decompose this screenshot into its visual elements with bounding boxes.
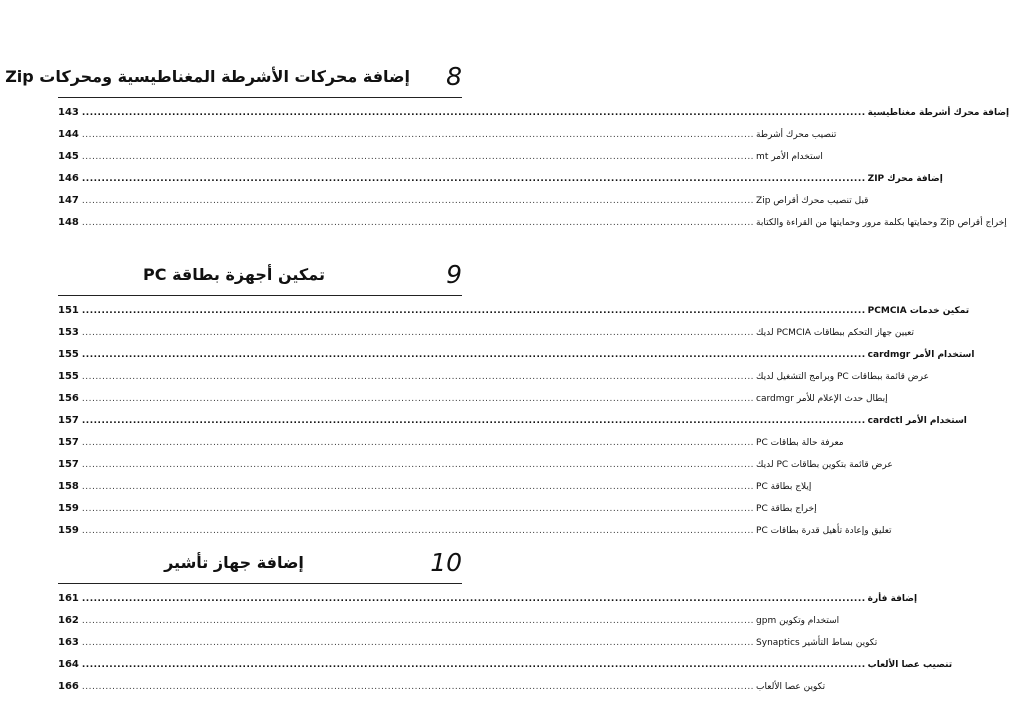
entry-title: تنصيب عصا الألعاب xyxy=(867,660,953,670)
dot-leader: ........................................................................................................................................................................................................ xyxy=(81,394,755,404)
entry-title: إبطال حدث الإعلام للأمر cardmgr xyxy=(756,394,888,404)
chapter-divider xyxy=(58,97,462,98)
dot-leader: ........................................................................................................................................................................................................ xyxy=(81,438,755,448)
page-number: 157 xyxy=(58,415,79,426)
dot-leader: ........................................................................................................................................................................................................ xyxy=(81,306,866,316)
toc-entry-sub xyxy=(58,476,812,498)
chapter-title: إضافة محركات الأشرطة المغناطيسية ومحركات Zip xyxy=(5,67,410,86)
entry-title: تعيين جهاز التحكم ببطاقات PCMCIA لديك xyxy=(756,328,915,338)
dot-leader: ........................................................................................................................................................................................................ xyxy=(81,638,755,648)
entry-title: تنصيب محرك أشرطة xyxy=(756,130,837,140)
toc-entry-sub xyxy=(58,366,929,388)
toc-entry-main xyxy=(58,588,918,610)
page-number: 151 xyxy=(58,305,79,316)
page-number: 157 xyxy=(58,459,79,470)
toc-entry-sub xyxy=(58,520,892,542)
toc-entry-sub xyxy=(58,676,826,698)
toc-entry-sub xyxy=(58,432,844,454)
chapter-section xyxy=(5,62,1010,234)
toc-entry-sub xyxy=(58,498,817,520)
toc-entry-main xyxy=(58,300,970,322)
dot-leader: ........................................................................................................................................................................................................ xyxy=(81,616,755,626)
entry-title: قبل تنصيب محرك أقراص Zip xyxy=(756,196,869,206)
chapter-number: 9 xyxy=(446,260,462,289)
dot-leader: ........................................................................................................................................................................................................ xyxy=(81,460,755,470)
entry-title: إضافة محرك أشرطة مغناطيسية xyxy=(867,108,1010,118)
page-number: 166 xyxy=(58,681,79,692)
page-number: 146 xyxy=(58,173,79,184)
page-number: 144 xyxy=(58,129,79,140)
dot-leader: ........................................................................................................................................................................................................ xyxy=(81,130,755,140)
toc-entry-sub xyxy=(58,388,888,410)
page-number: 161 xyxy=(58,593,79,604)
entry-title: تمكين خدمات PCMCIA xyxy=(867,306,970,316)
page-number: 156 xyxy=(58,393,79,404)
entry-title: إخراج أقراص Zip وحمايتها بكلمة مرور وحمايتها من القراءة والكتابة xyxy=(756,218,1007,228)
page-number: 157 xyxy=(58,437,79,448)
page-number: 159 xyxy=(58,525,79,536)
entry-title: إيلاج بطاقة PC xyxy=(756,482,812,492)
dot-leader: ........................................................................................................................................................................................................ xyxy=(81,682,755,692)
toc-entry-main xyxy=(58,654,953,676)
page-number: 164 xyxy=(58,659,79,670)
chapter-title: إضافة جهاز تأشير xyxy=(164,553,304,572)
chapter-heading xyxy=(58,548,462,578)
entry-title: إخراج بطاقة PC xyxy=(756,504,817,514)
dot-leader: ........................................................................................................................................................................................................ xyxy=(81,416,866,426)
entry-title: استخدام وتكوين gpm xyxy=(756,616,840,626)
entry-title: استخدام الأمر cardmgr xyxy=(867,350,975,360)
entry-title: عرض قائمة بتكوين بطاقات PC لديك xyxy=(756,460,893,470)
dot-leader: ........................................................................................................................................................................................................ xyxy=(81,594,866,604)
entry-title: استخدام الأمر mt xyxy=(756,152,823,162)
dot-leader: ........................................................................................................................................................................................................ xyxy=(81,526,755,536)
page-number: 155 xyxy=(58,371,79,382)
chapter-heading xyxy=(58,260,462,290)
dot-leader: ........................................................................................................................................................................................................ xyxy=(81,328,755,338)
toc-entry-sub xyxy=(58,610,840,632)
toc-entry-sub xyxy=(58,632,878,654)
toc-entry-main xyxy=(58,168,943,190)
toc-entry-sub xyxy=(58,322,915,344)
dot-leader: ........................................................................................................................................................................................................ xyxy=(81,174,866,184)
entry-title: تعليق وإعادة تأهيل قدرة بطاقات PC xyxy=(756,526,892,536)
chapter-divider xyxy=(58,583,462,584)
toc-entry-main xyxy=(58,410,967,432)
dot-leader: ........................................................................................................................................................................................................ xyxy=(81,108,866,118)
chapter-number: 8 xyxy=(446,62,462,91)
page-number: 153 xyxy=(58,327,79,338)
page-number: 159 xyxy=(58,503,79,514)
entry-title: استخدام الأمر cardctl xyxy=(867,416,967,426)
entry-title: عرض قائمة ببطاقات PC وبرامج التشغيل لديك xyxy=(756,372,929,382)
entry-title: معرفة حالة بطاقات PC xyxy=(756,438,844,448)
page-number: 155 xyxy=(58,349,79,360)
dot-leader: ........................................................................................................................................................................................................ xyxy=(81,196,755,206)
chapter-section xyxy=(58,548,953,698)
dot-leader: ........................................................................................................................................................................................................ xyxy=(81,152,755,162)
toc-entry-sub xyxy=(58,212,1007,234)
entry-title: إضافة محرك ZIP xyxy=(867,174,943,184)
page-number: 163 xyxy=(58,637,79,648)
dot-leader: ........................................................................................................................................................................................................ xyxy=(81,482,755,492)
toc-entry-main xyxy=(58,102,1010,124)
page-number: 148 xyxy=(58,217,79,228)
page-number: 145 xyxy=(58,151,79,162)
page-number: 158 xyxy=(58,481,79,492)
entry-title: إضافة فأرة xyxy=(867,594,918,604)
chapter-heading xyxy=(5,62,462,92)
toc-entry-sub xyxy=(58,190,869,212)
entry-title: تكوين بساط التأشير Synaptics xyxy=(756,638,878,648)
chapter-divider xyxy=(58,295,462,296)
dot-leader: ........................................................................................................................................................................................................ xyxy=(81,504,755,514)
dot-leader: ........................................................................................................................................................................................................ xyxy=(81,372,755,382)
toc-entry-sub xyxy=(58,454,893,476)
entry-title: تكوين عصا الألعاب xyxy=(756,682,826,692)
dot-leader: ........................................................................................................................................................................................................ xyxy=(81,660,866,670)
chapter-title: تمكين أجهزة بطاقة PC xyxy=(143,265,325,284)
dot-leader: ........................................................................................................................................................................................................ xyxy=(81,350,866,360)
dot-leader: ........................................................................................................................................................................................................ xyxy=(81,218,755,228)
page-number: 147 xyxy=(58,195,79,206)
toc-entry-sub xyxy=(58,124,837,146)
toc-entry-main xyxy=(58,344,975,366)
page-number: 162 xyxy=(58,615,79,626)
page-number: 143 xyxy=(58,107,79,118)
toc-entry-sub xyxy=(58,146,823,168)
chapter-section xyxy=(58,260,975,542)
chapter-number: 10 xyxy=(430,548,462,577)
